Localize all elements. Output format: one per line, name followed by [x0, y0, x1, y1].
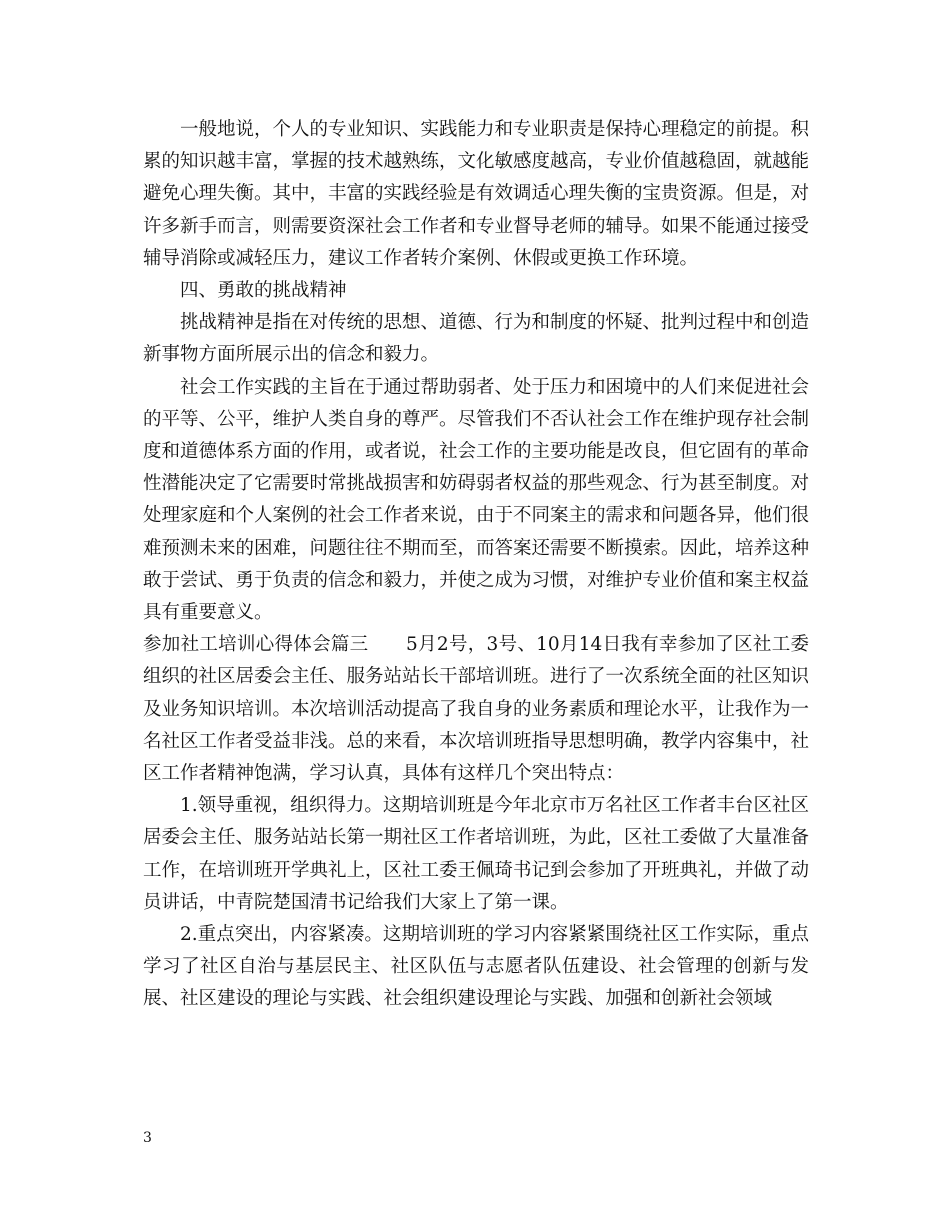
- paragraph-challenge-definition: 挑战精神是指在对传统的思想、道德、行为和制度的怀疑、批判过程中和创造新事物方面所展示出的信念和毅力。: [143, 312, 810, 366]
- paragraph-point-2-focus: 2.重点突出，内容紧凑。这期培训班的学习内容紧紧围绕社区工作实际，重点学习了社区自治与基层民主、社区队伍与志愿者队伍建设、社会管理的创新与发展、社区建设的理论与实践、社会组织建设理论与实践、加强和创新社会领域: [143, 924, 809, 1010]
- paragraph-training-experience-part3: 参加社工培训心得体会篇三 5月2号，3号、10月14日我有幸参加了区社工委组织的社区居委会主任、服务站站长干部培训班。进行了一次系统全面的社区知识及业务知识培训。本次培训活动提高了我自身的业务素质和理论水平，让我作为一名社区工作者受益非浅。总的来看，本次培训班指导思想明确，教学内容集中，社区工作者精神饱满，学习认真，具体有这样几个突出特点：: [143, 634, 810, 785]
- section-heading-challenge-spirit: 四、勇敢的挑战精神: [180, 280, 347, 302]
- page-number: 3: [143, 1130, 152, 1146]
- paragraph-point-1-leadership: 1.领导重视，组织得力。这期培训班是今年北京市万名社区工作者丰台区社区居委会主任、服务站站长第一期社区工作者培训班，为此，区社工委做了大量准备工作，在培训班开学典礼上，区社工委王佩琦书记到会参加了开班典礼，并做了动员讲话，中青院楚国清书记给我们大家上了第一课。: [143, 795, 810, 913]
- paragraph-mental-stability: 一般地说，个人的专业知识、实践能力和专业职责是保持心理稳定的前提。积累的知识越丰富，掌握的技术越熟练，文化敏感度越高，专业价值越稳固，就越能避免心理失衡。其中，丰富的实践经验是有效调适心理失衡的宝贵资源。但是，对许多新手而言，则需要资深社会工作者和专业督导老师的辅导。如果不能通过接受辅导消除或减轻压力，建议工作者转介案例、休假或更换工作环境。: [143, 119, 810, 269]
- paragraph-social-work-purpose: 社会工作实践的主旨在于通过帮助弱者、处于压力和困境中的人们来促进社会的平等、公平，维护人类自身的尊严。尽管我们不否认社会工作在维护现存社会制度和道德体系方面的作用，或者说，社会工作的主要功能是改良，但它固有的革命性潜能决定了它需要时常挑战损害和妨碍弱者权益的那些观念、行为甚至制度。对处理家庭和个人案例的社会工作者来说，由于不同案主的需求和问题各异，他们很难预测未来的困难，问题往往不期而至，而答案还需要不断摸索。因此，培养这种敢于尝试、勇于负责的信念和毅力，并使之成为习惯，对维护专业价值和案主权益具有重要意义。: [143, 376, 810, 624]
- document-body: [143, 114, 809, 1016]
